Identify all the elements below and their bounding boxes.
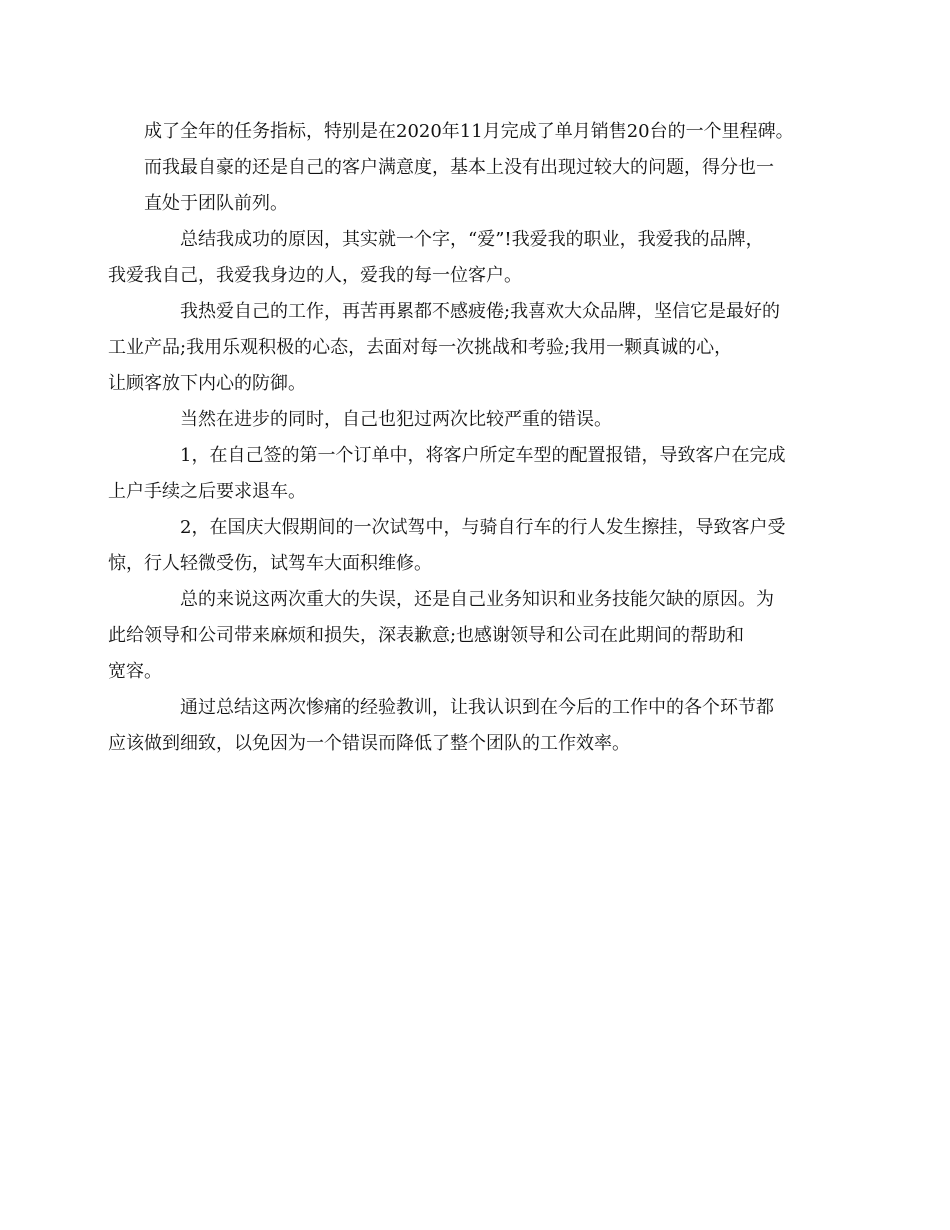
paragraph-3 (108, 294, 814, 402)
text-line: 成了全年的任务指标，特别是在2020年11月完成了单月销售20台的一个里程碑。 (144, 121, 794, 142)
text-line: 总的来说这两次重大的失误，还是自己业务知识和业务技能欠缺的原因。为 (180, 589, 774, 610)
text-line: 2，在国庆大假期间的一次试驾中，与骑自行车的行人发生擦挂，导致客户受 (180, 517, 786, 538)
text-line: 通过总结这两次惨痛的经验教训，让我认识到在今后的工作中的各个环节都 (180, 697, 774, 718)
paragraph-1 (144, 114, 814, 222)
paragraph-5 (108, 438, 814, 510)
paragraph-7 (108, 582, 814, 690)
text-line: 总结我成功的原因，其实就一个字，“爱”!我爱我的职业，我爱我的品牌， (180, 229, 764, 250)
text-line: 此给领导和公司带来麻烦和损失，深表歉意;也感谢领导和公司在此期间的帮助和 (108, 625, 745, 646)
paragraph-8 (108, 690, 814, 762)
text-line: 工业产品;我用乐观积极的心态，去面对每一次挑战和考验;我用一颗真诚的心， (108, 337, 733, 358)
paragraph-4 (144, 402, 814, 438)
text-line: 让顾客放下内心的防御。 (108, 373, 306, 394)
text-line: 应该做到细致，以免因为一个错误而降低了整个团队的工作效率。 (108, 733, 630, 754)
text-line: 宽容。 (108, 661, 162, 682)
text-line: 上户手续之后要求退车。 (108, 481, 306, 502)
paragraph-2 (108, 222, 814, 294)
text-line: 1，在自己签的第一个订单中，将客户所定车型的配置报错，导致客户在完成 (180, 445, 786, 466)
text-line: 我热爱自己的工作，再苦再累都不感疲倦;我喜欢大众品牌，坚信它是最好的 (180, 301, 781, 322)
document-body (108, 114, 814, 762)
text-line: 直处于团队前列。 (144, 193, 288, 214)
paragraph-6 (108, 510, 814, 582)
text-line: 当然在进步的同时，自己也犯过两次比较严重的错误。 (180, 409, 612, 430)
text-line: 惊，行人轻微受伤，试驾车大面积维修。 (108, 553, 432, 574)
text-line: 而我最自豪的还是自己的客户满意度，基本上没有出现过较大的问题，得分也一 (144, 157, 774, 178)
text-line: 我爱我自己，我爱我身边的人，爱我的每一位客户。 (108, 265, 522, 286)
